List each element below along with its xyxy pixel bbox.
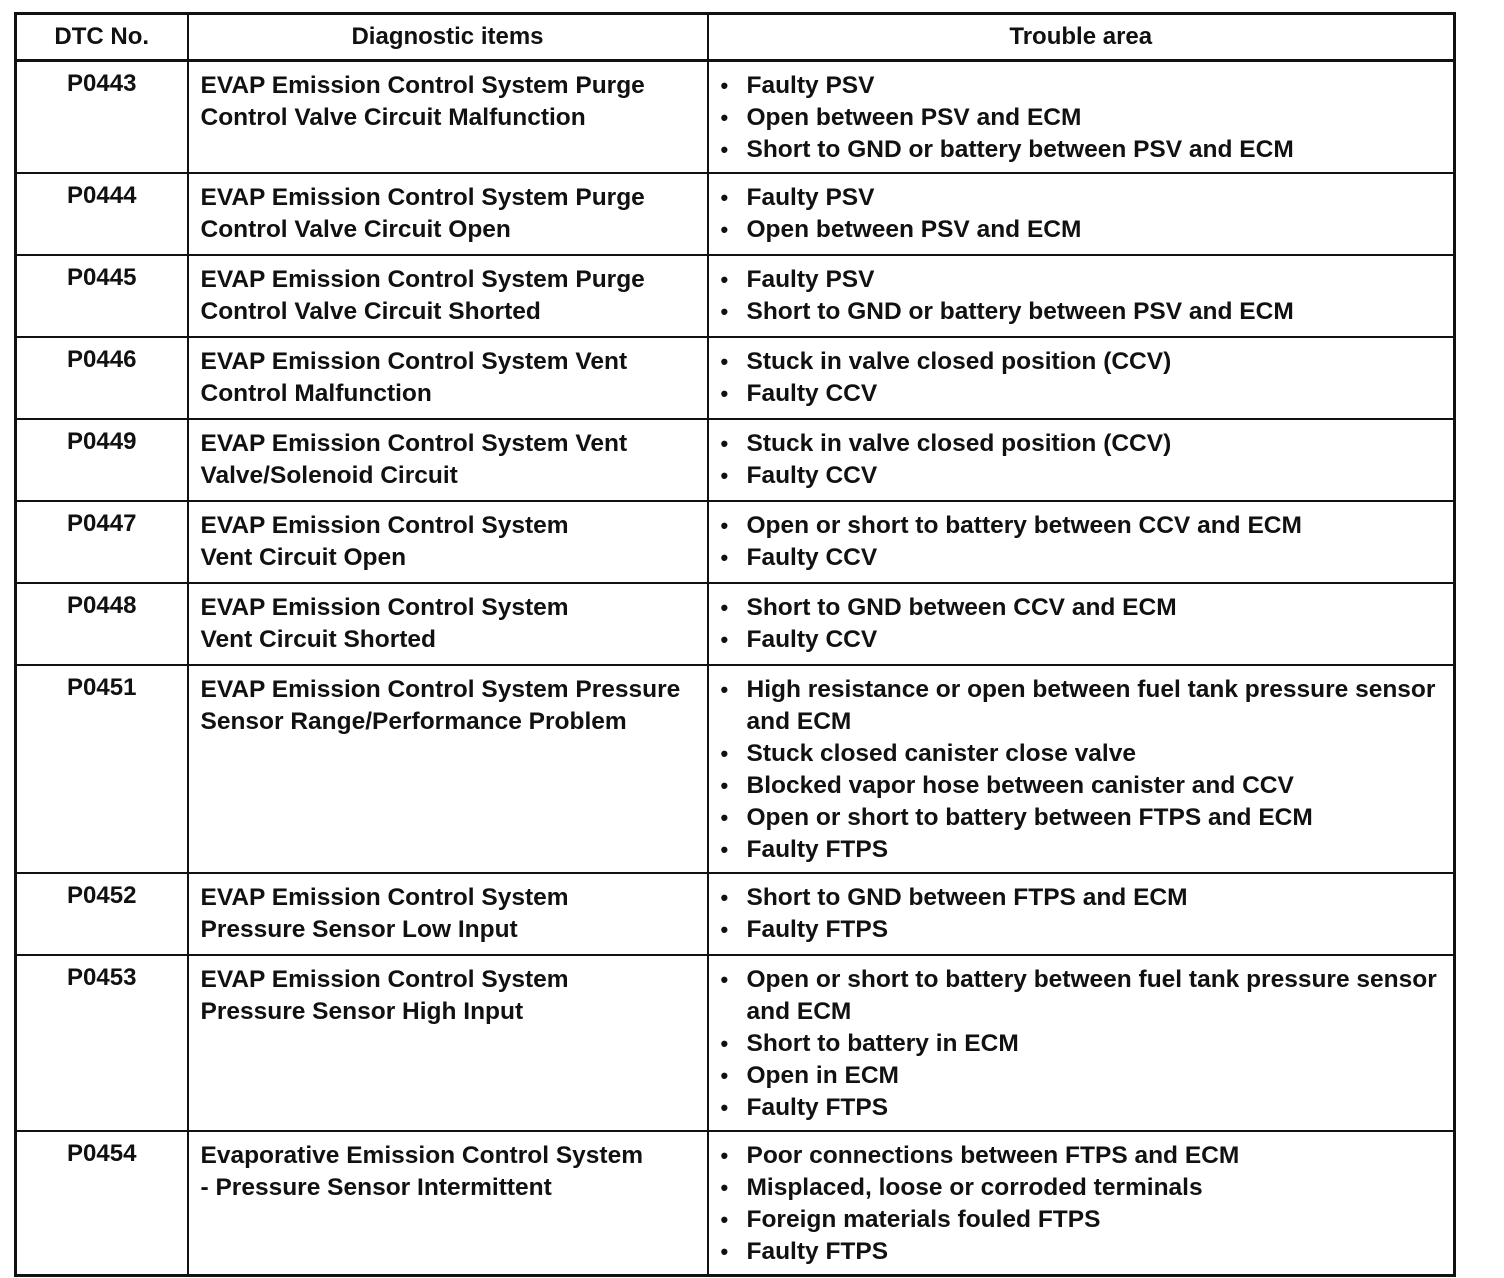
trouble-area-cell (708, 501, 1455, 583)
trouble-area-cell (708, 665, 1455, 873)
trouble-area-item: • Faulty FTPS (747, 1092, 1446, 1124)
diagnostic-item-cell: EVAP Emission Control System Pressure Sensor Low Input (188, 873, 708, 955)
trouble-area-list (747, 674, 1446, 866)
diagnostic-item-cell: EVAP Emission Control System Pressure Sensor Range/Performance Problem (188, 665, 708, 873)
trouble-area-item: • Poor connections between FTPS and ECM (747, 1140, 1446, 1172)
dtc-code-cell: P0453 (16, 955, 188, 1131)
table-row (16, 501, 1455, 583)
trouble-area-item: • Faulty FTPS (747, 834, 1446, 866)
trouble-area-list (747, 346, 1446, 410)
diagnostic-item-cell: EVAP Emission Control System Vent Circuit Shorted (188, 583, 708, 665)
trouble-area-item: • Faulty CCV (747, 542, 1446, 574)
table-row (16, 583, 1455, 665)
column-header-trouble-area: Trouble area (708, 14, 1455, 61)
diagnostic-item-cell: Evaporative Emission Control System - Pressure Sensor Intermittent (188, 1131, 708, 1276)
trouble-area-item: • High resistance or open between fuel tank pressure sensor and ECM (747, 674, 1446, 738)
dtc-table (14, 12, 1456, 1277)
table-row (16, 955, 1455, 1131)
table-row (16, 419, 1455, 501)
trouble-area-item: • Open or short to battery between CCV and ECM (747, 510, 1446, 542)
trouble-area-cell (708, 255, 1455, 337)
diagnostic-item-cell: EVAP Emission Control System Purge Control Valve Circuit Malfunction (188, 61, 708, 174)
dtc-code-cell: P0448 (16, 583, 188, 665)
trouble-area-list (747, 1140, 1446, 1268)
trouble-area-item: • Faulty CCV (747, 378, 1446, 410)
dtc-code-cell: P0445 (16, 255, 188, 337)
trouble-area-item: • Blocked vapor hose between canister and CCV (747, 770, 1446, 802)
dtc-code-cell: P0451 (16, 665, 188, 873)
trouble-area-cell (708, 873, 1455, 955)
dtc-code-cell: P0443 (16, 61, 188, 174)
dtc-code-cell: P0449 (16, 419, 188, 501)
trouble-area-item: • Stuck in valve closed position (CCV) (747, 346, 1446, 378)
trouble-area-item: • Open between PSV and ECM (747, 102, 1446, 134)
trouble-area-cell (708, 955, 1455, 1131)
dtc-code-cell: P0447 (16, 501, 188, 583)
trouble-area-item: • Faulty CCV (747, 624, 1446, 656)
trouble-area-item: • Short to GND between CCV and ECM (747, 592, 1446, 624)
dtc-code-cell: P0454 (16, 1131, 188, 1276)
table-row (16, 665, 1455, 873)
trouble-area-item: • Short to battery in ECM (747, 1028, 1446, 1060)
trouble-area-cell (708, 583, 1455, 665)
trouble-area-cell (708, 1131, 1455, 1276)
table-row (16, 255, 1455, 337)
table-row (16, 1131, 1455, 1276)
trouble-area-list (747, 264, 1446, 328)
dtc-code-cell: P0446 (16, 337, 188, 419)
trouble-area-item: • Faulty FTPS (747, 1236, 1446, 1268)
trouble-area-item: • Open in ECM (747, 1060, 1446, 1092)
trouble-area-list (747, 428, 1446, 492)
trouble-area-cell (708, 419, 1455, 501)
trouble-area-list (747, 182, 1446, 246)
trouble-area-item: • Stuck closed canister close valve (747, 738, 1446, 770)
column-header-dtc-no: DTC No. (16, 14, 188, 61)
diagnostic-item-cell: EVAP Emission Control System Vent Circuit Open (188, 501, 708, 583)
trouble-area-item: • Foreign materials fouled FTPS (747, 1204, 1446, 1236)
trouble-area-item: • Faulty FTPS (747, 914, 1446, 946)
diagnostic-item-cell: EVAP Emission Control System Purge Control Valve Circuit Open (188, 173, 708, 255)
table-row (16, 337, 1455, 419)
trouble-area-list (747, 964, 1446, 1124)
dtc-code-cell: P0444 (16, 173, 188, 255)
dtc-code-cell: P0452 (16, 873, 188, 955)
trouble-area-item: • Short to GND or battery between PSV and ECM (747, 134, 1446, 166)
table-row (16, 61, 1455, 174)
trouble-area-cell (708, 173, 1455, 255)
trouble-area-item: • Faulty PSV (747, 70, 1446, 102)
trouble-area-item: • Open between PSV and ECM (747, 214, 1446, 246)
trouble-area-item: • Misplaced, loose or corroded terminals (747, 1172, 1446, 1204)
diagnostic-item-cell: EVAP Emission Control System Vent Control Malfunction (188, 337, 708, 419)
diagnostic-item-cell: EVAP Emission Control System Vent Valve/Solenoid Circuit (188, 419, 708, 501)
trouble-area-item: • Faulty PSV (747, 264, 1446, 296)
trouble-area-item: • Faulty PSV (747, 182, 1446, 214)
trouble-area-cell (708, 337, 1455, 419)
table-row (16, 173, 1455, 255)
table-row (16, 873, 1455, 955)
trouble-area-list (747, 70, 1446, 166)
table-header-row (16, 14, 1455, 61)
trouble-area-item: • Open or short to battery between FTPS and ECM (747, 802, 1446, 834)
diagnostic-item-cell: EVAP Emission Control System Purge Control Valve Circuit Shorted (188, 255, 708, 337)
trouble-area-item: • Faulty CCV (747, 460, 1446, 492)
column-header-diagnostic-items: Diagnostic items (188, 14, 708, 61)
trouble-area-item: • Short to GND or battery between PSV and ECM (747, 296, 1446, 328)
trouble-area-item: • Short to GND between FTPS and ECM (747, 882, 1446, 914)
trouble-area-list (747, 592, 1446, 656)
trouble-area-list (747, 510, 1446, 574)
trouble-area-item: • Open or short to battery between fuel tank pressure sensor and ECM (747, 964, 1446, 1028)
diagnostic-item-cell: EVAP Emission Control System Pressure Sensor High Input (188, 955, 708, 1131)
trouble-area-cell (708, 61, 1455, 174)
trouble-area-list (747, 882, 1446, 946)
trouble-area-item: • Stuck in valve closed position (CCV) (747, 428, 1446, 460)
